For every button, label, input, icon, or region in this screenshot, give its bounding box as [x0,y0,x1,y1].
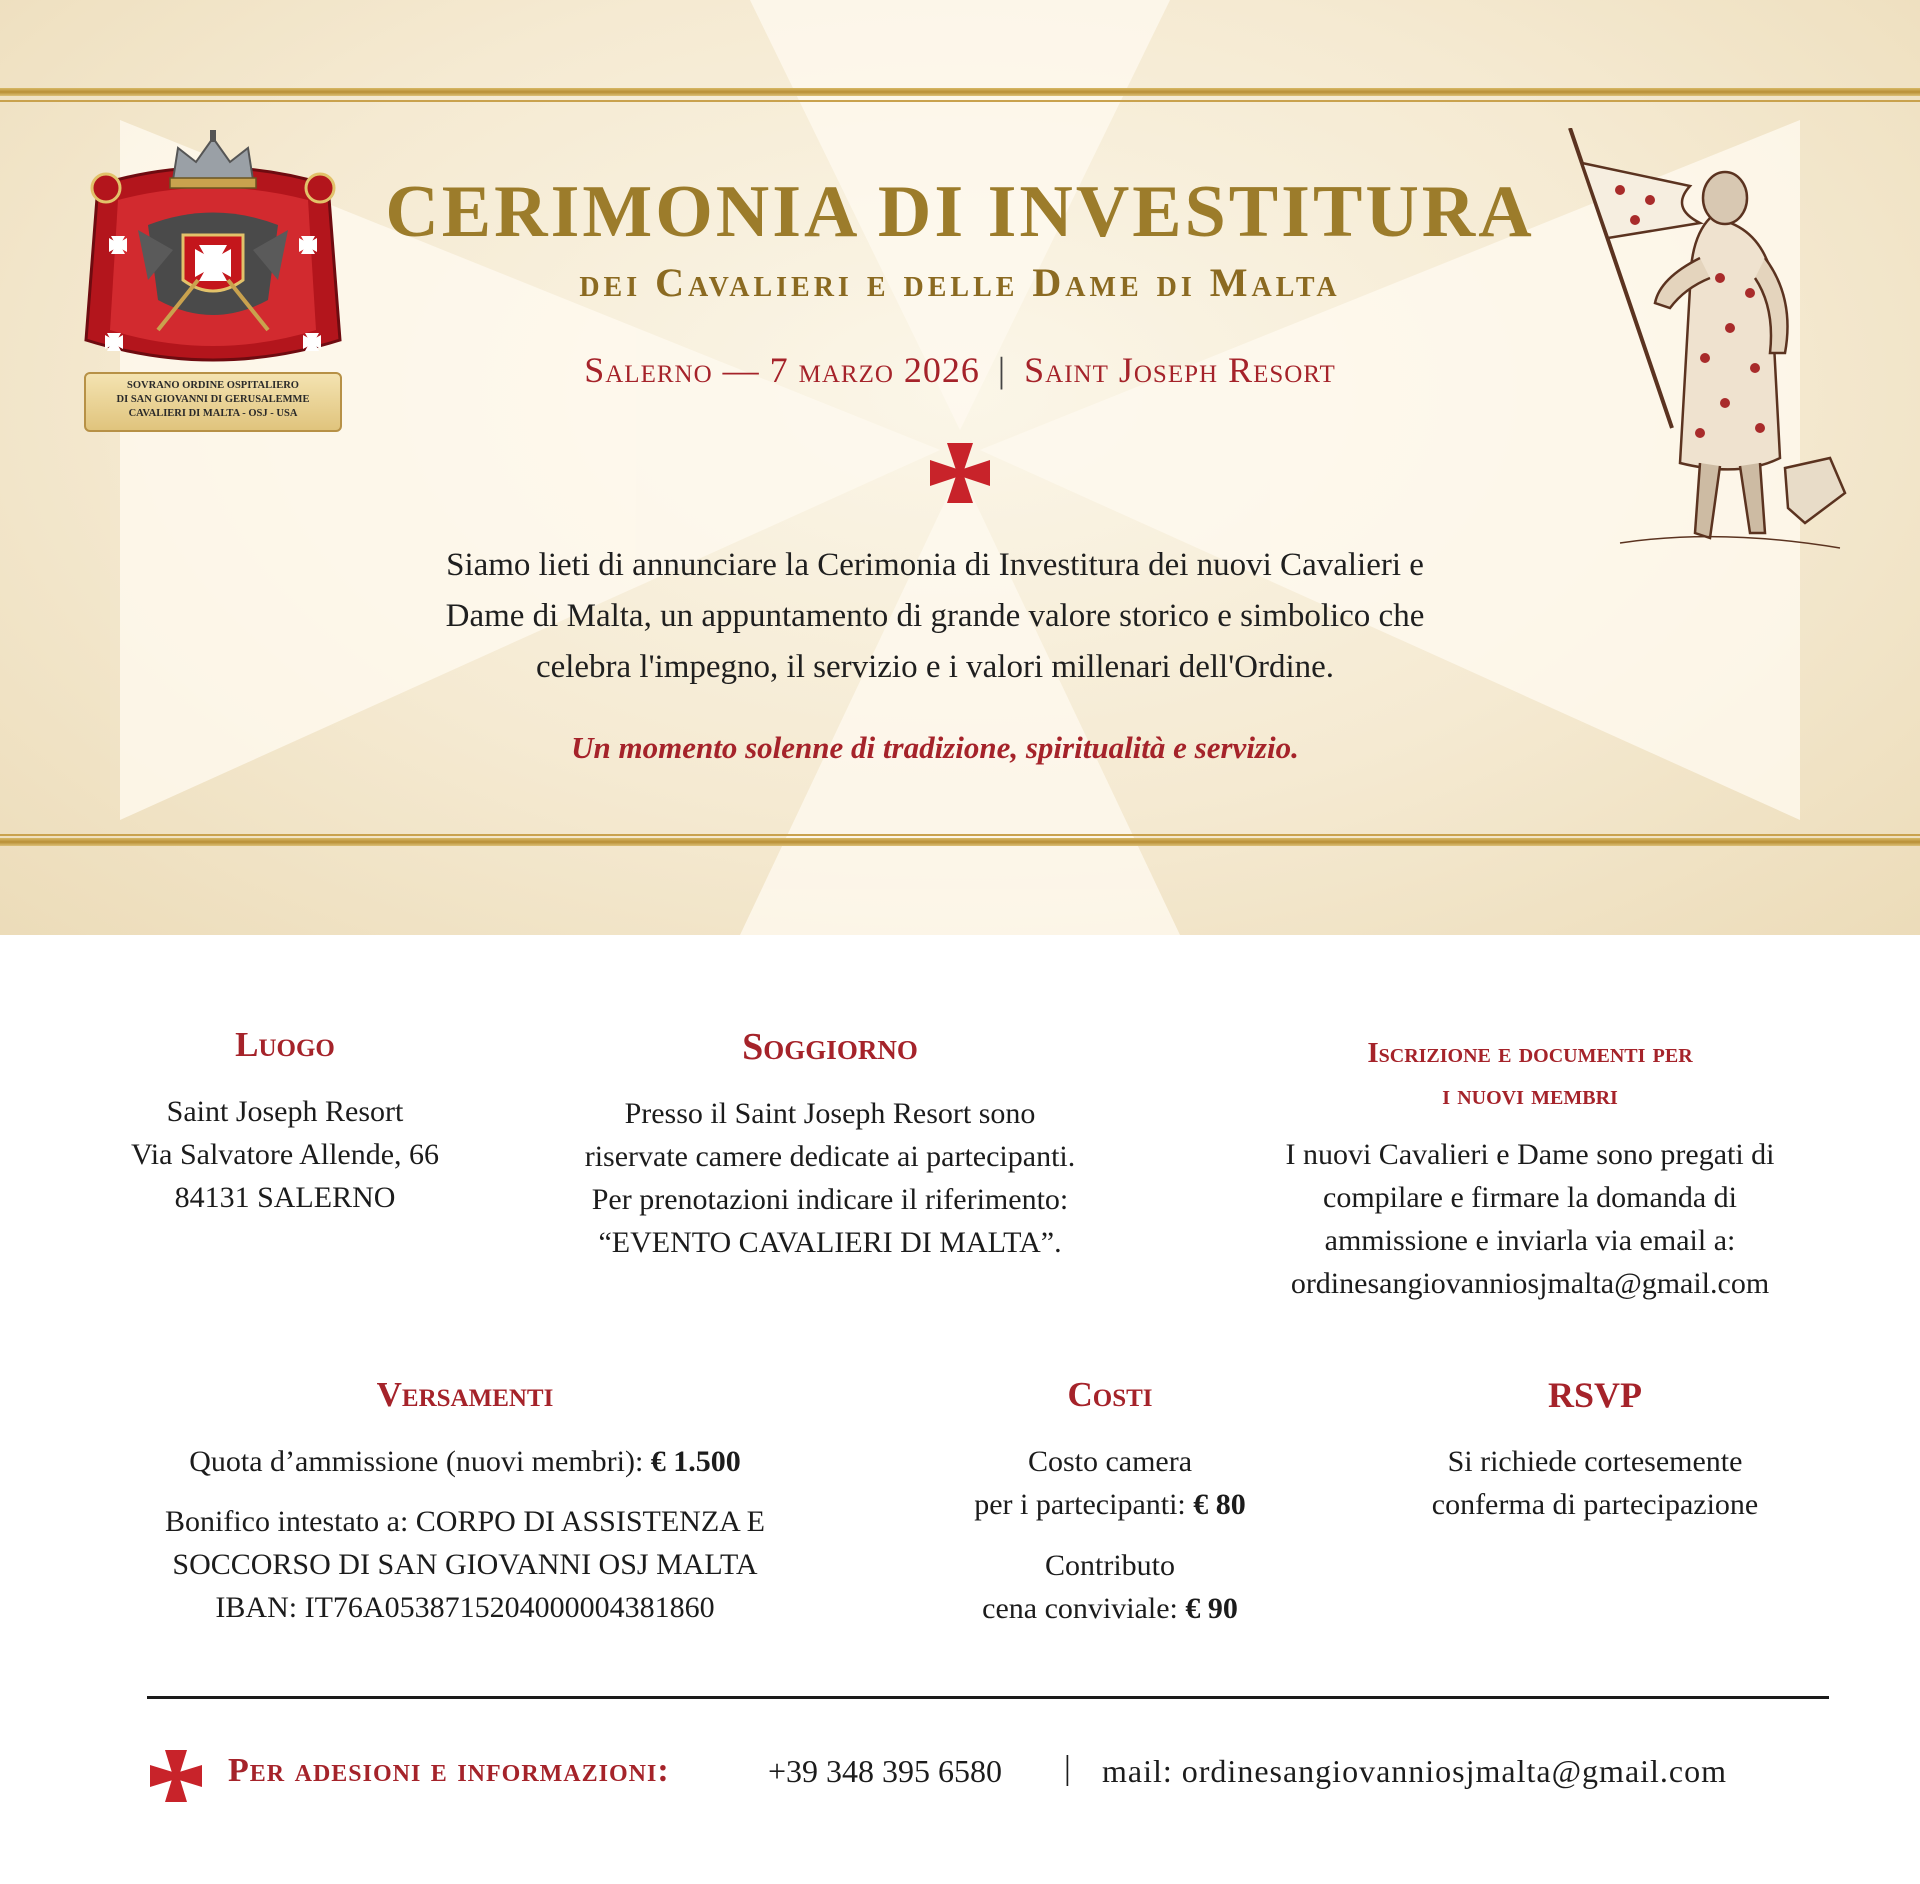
costo-camera [880,1440,1340,1526]
date-venue-line [300,347,1620,393]
costo-camera-line [880,1483,1340,1526]
iscrizione-heading-line: i nuovi membri [1442,1079,1618,1111]
iscrizione-line: I nuovi Cavalieri e Dame sono pregati di [1285,1138,1775,1171]
soggiorno-line: riservate camere dedicate ai partecipanti. [584,1140,1076,1173]
footer-email-link[interactable]: mail: ordinesangiovanniosjmalta@gmail.com [1102,1753,1728,1789]
iscrizione-line: ammissione e inviarla via email a: [1324,1224,1736,1257]
top-gold-rule [0,88,1920,96]
soggiorno-line: Per prenotazioni indicare il riferimento: [591,1183,1069,1216]
order-crest-icon [78,130,348,380]
footer-phone-link[interactable]: +39 348 395 6580 [768,1753,1003,1789]
iscrizione-heading-line: Iscrizione e documenti per [1367,1037,1693,1069]
luogo-line: Saint Joseph Resort [166,1095,404,1128]
maltese-cross-icon [927,440,993,506]
iban-line: IBAN: IT76A0538715204000004381860 [215,1591,715,1624]
luogo-line: 84131 SALERNO [174,1181,396,1214]
bottom-gold-thin-rule [0,834,1920,836]
contributo-line [880,1587,1340,1630]
iscrizione-line: compilare e firmare la domanda di [1323,1181,1737,1214]
bonifico-details [80,1500,850,1629]
costo-camera-value: € 80 [1193,1488,1246,1521]
soggiorno-details [500,1092,1160,1264]
header-banner [0,0,1920,935]
rsvp-heading: RSVP [1547,1375,1642,1415]
rsvp-line: conferma di partecipazione [1431,1488,1759,1521]
costo-camera-sublabel: per i partecipanti: [974,1488,1186,1521]
soggiorno-line: “EVENTO CAVALIERI DI MALTA”. [598,1226,1062,1259]
maltese-cross-icon [148,1748,204,1804]
luogo-heading: Luogo [235,1025,335,1064]
soggiorno-heading: Soggiorno [742,1026,918,1068]
intro-line: celebra l'impegno, il servizio e i valori millenari dell'Ordine. [535,649,1335,685]
luogo-line: Via Salvatore Allende, 66 [130,1138,440,1171]
iscrizione-details [1200,1133,1860,1305]
iscrizione-email-link[interactable]: ordinesangiovanniosjmalta@gmail.com [1290,1267,1770,1300]
contributo-cena [880,1544,1340,1630]
bonifico-line: SOCCORSO DI SAN GIOVANNI OSJ MALTA [172,1548,758,1581]
costo-camera-label: Costo camera [1027,1445,1193,1478]
knight-illustration-icon [1560,128,1850,558]
intro-paragraph [330,540,1540,693]
footer-contact-label: Per adesioni e informazioni: [228,1752,670,1789]
soggiorno-line: Presso il Saint Joseph Resort sono [624,1097,1036,1130]
event-venue: Saint Joseph Resort [1024,350,1336,390]
crest-banner-line: SOVRANO ORDINE OSPITALIERO [127,380,299,391]
iscrizione-heading [1200,1032,1860,1116]
tagline: Un momento solenne di tradizione, spiritualità e servizio. [571,730,1299,765]
versamenti-heading: Versamenti [376,1375,554,1414]
quota-value: € 1.500 [650,1445,741,1478]
date-venue-separator: | [997,350,1007,390]
luogo-details [70,1090,500,1219]
contributo-sublabel: cena conviviale: [982,1592,1178,1625]
bottom-gold-rule [0,838,1920,846]
intro-line: Dame di Malta, un appuntamento di grande valore storico e simbolico che [445,598,1425,634]
page-subtitle: dei Cavalieri e delle Dame di Malta [579,260,1341,305]
rsvp-details [1370,1440,1820,1526]
top-gold-thin-rule [0,100,1920,102]
intro-line: Siamo lieti di annunciare la Cerimonia di Investitura dei nuovi Cavalieri e [446,547,1424,583]
page-title: CERIMONIA DI INVESTITURA [385,171,1535,253]
quota-line [80,1440,850,1483]
costi-heading: Costi [1067,1375,1153,1414]
crest-banner-line: DI SAN GIOVANNI DI GERUSALEMME [116,394,310,405]
crest-banner-line: CAVALIERI DI MALTA - OSJ - USA [128,408,298,419]
event-date-place: Salerno — 7 marzo 2026 [584,350,980,390]
rsvp-line: Si richiede cortesemente [1447,1445,1743,1478]
bonifico-line: Bonifico intestato a: CORPO DI ASSISTENZA E [165,1505,765,1538]
quota-label: Quota d’ammissione (nuovi membri): [189,1445,644,1478]
contributo-label: Contributo [1044,1549,1175,1582]
footer-separator: | [1064,1750,1071,1787]
footer-divider [147,1696,1829,1699]
contributo-value: € 90 [1185,1592,1238,1625]
